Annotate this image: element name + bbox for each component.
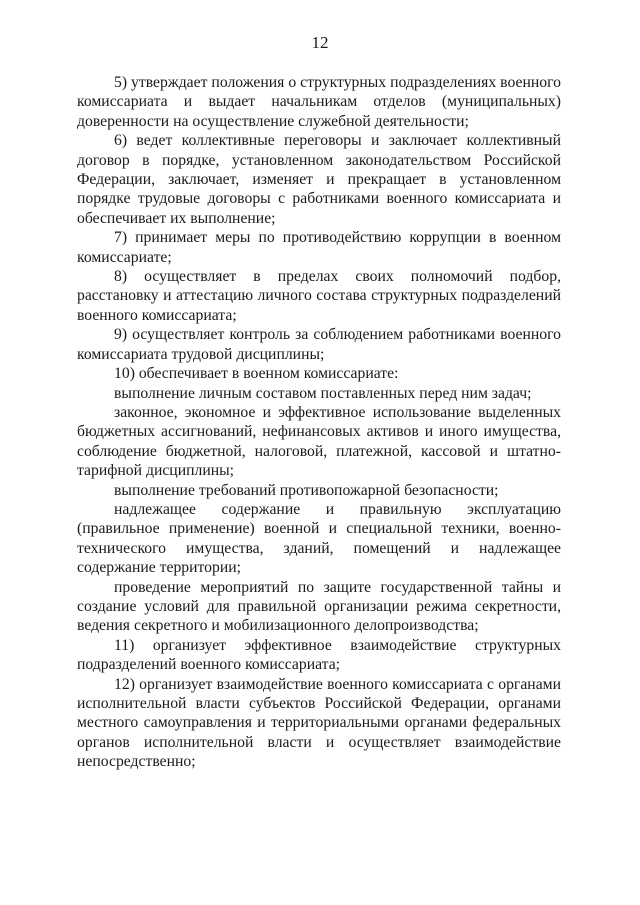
paragraph-item-8: 8) осуществляет в пределах своих полномочий подбор, расстановку и аттестацию личного состава структурных подразделений военного комиссариата;	[77, 268, 561, 324]
paragraph-subitem-equipment: надлежащее содержание и правильную эксплуатацию (правильное применение) военной и специальной техники, военно-технического имущества, зданий, помещений и надлежащее содержание территории;	[77, 500, 561, 577]
paragraph-item-5: 5) утверждает положения о структурных подразделениях военного комиссариата и выдает начальникам отделов (муниципальных) доверенности на осуществление служебной деятельности;	[77, 74, 561, 130]
paragraph-item-7: 7) принимает меры по противодействию коррупции в военном комиссариате;	[77, 229, 561, 266]
paragraph-subitem-tasks: выполнение личным составом поставленных перед ним задач;	[114, 384, 532, 402]
paragraph-subitem-budget: законное, экономное и эффективное использование выделенных бюджетных ассигнований, нефинансовых активов и иного имущества, соблюдение бюджетной, налоговой, платежной, кассовой и штатно-тарифной дисциплины;	[77, 403, 561, 480]
paragraph-item-6: 6) ведет коллективные переговоры и заключает коллективный договор в порядке, установленном законодательством Российской Федерации, заключает, изменяет и прекращает в установленном порядке трудовые договоры с работниками военного комиссариата и обеспечивает их выполнение;	[77, 132, 561, 227]
paragraph-subitem-secrecy: проведение мероприятий по защите государственной тайны и создание условий для правильной организации режима секретности, ведения секретного и мобилизационного делопроизводства;	[77, 578, 561, 635]
document-body	[77, 73, 561, 772]
paragraph-item-10: 10) обеспечивает в военном комиссариате:	[114, 365, 399, 383]
paragraph-item-11: 11) организует эффективное взаимодействие структурных подразделений военного комиссариата;	[77, 636, 561, 674]
page-number: 12	[311, 33, 329, 52]
paragraph-item-9: 9) осуществляет контроль за соблюдением работниками военного комиссариата трудовой дисциплины;	[77, 326, 561, 363]
paragraph-item-12: 12) организует взаимодействие военного комиссариата с органами исполнительной власти субъектов Российской Федерации, органами местного самоуправления и территориальными органами федеральных органов исполнительной власти и осуществляет взаимодействие непосредственно;	[77, 675, 561, 771]
paragraph-subitem-fire-safety: выполнение требований противопожарной безопасности;	[114, 481, 499, 499]
